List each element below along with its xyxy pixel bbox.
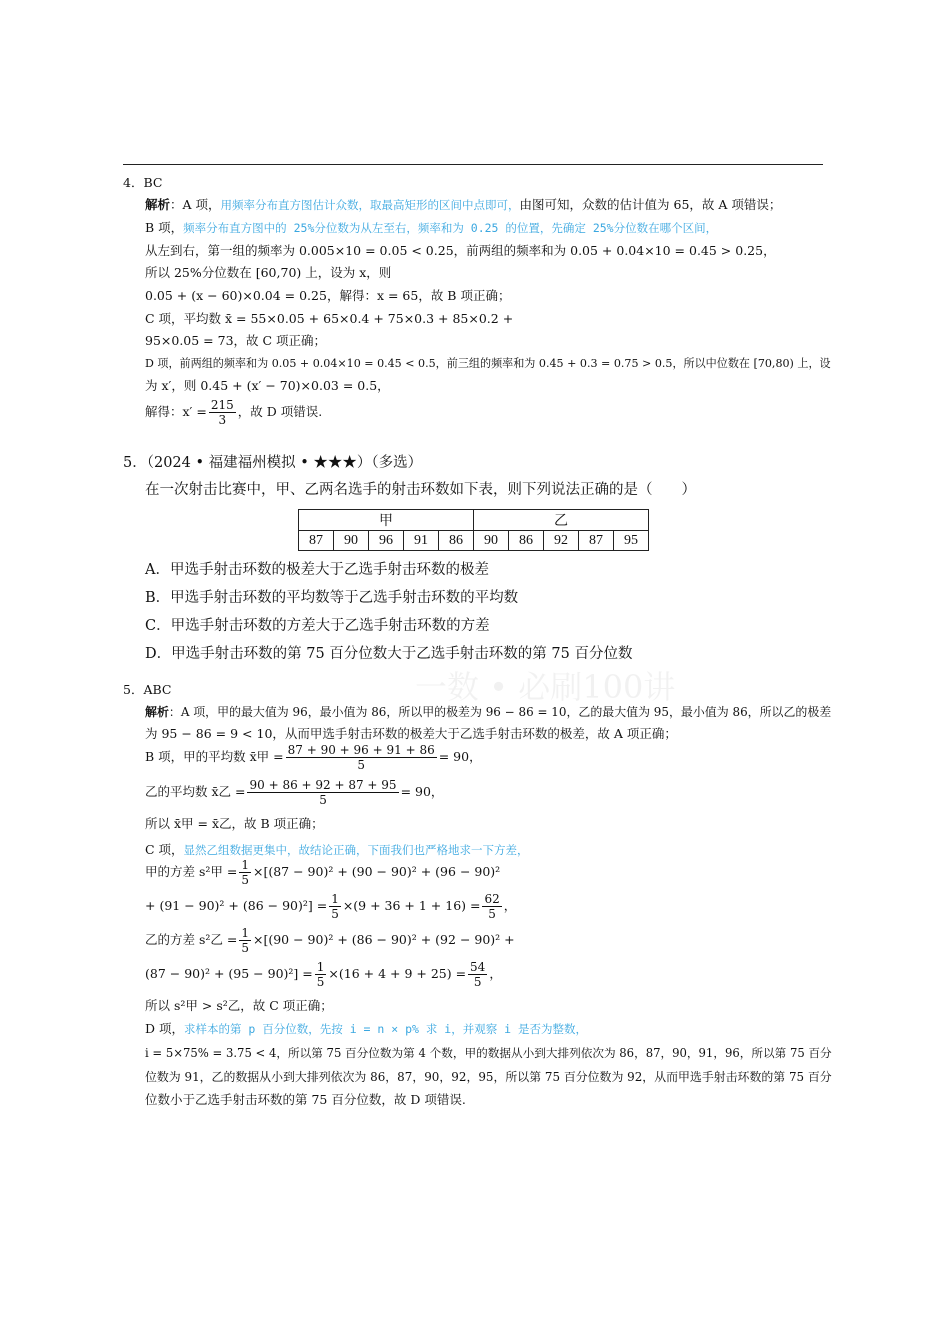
option-a: A．甲选手射击环数的极差大于乙选手射击环数的极差	[145, 562, 489, 578]
jia-cell: 91	[404, 531, 439, 551]
jia-cell: 96	[369, 531, 404, 551]
yi-cell: 90	[474, 531, 509, 551]
watermark: 一数 • 必刷100讲	[415, 668, 676, 706]
yi-cell: 92	[544, 531, 579, 551]
a5-jvar2-post: ，	[503, 898, 517, 913]
a5-jvar2-pre: + (91 − 90)² + (86 − 90)²] =	[145, 898, 328, 913]
table-header-row	[299, 510, 649, 531]
q4-line8: D 项，前两组的频率和为 0.05 + 0.04×10 = 0.45 < 0.5，前三组的频率和为 0.45 + 0.3 = 0.75 > 0.5，所以中位数在 [70,80) 上，设	[145, 357, 831, 370]
q5-title: 5．（2024 • 福建福州模拟 • ★★★）（多选）	[123, 455, 423, 471]
fraction	[239, 926, 251, 955]
a5-l1-text: ：A 项，甲的最大值为 96，最小值为 86，所以甲的极差为 96 − 86 = 10，乙的最大值为 95，最小值为 86，所以乙的极差	[168, 705, 832, 719]
q4-b-note: 频率分布直方图中的 25%分位数为从左至右，频率和为 0.25 的位置，先确定 25%分位数在哪个区间，	[183, 221, 718, 235]
fraction-denominator: 5	[241, 941, 249, 955]
option-d: D．甲选手射击环数的第 75 百分位数大于乙选手射击环数的第 75 百分位数	[145, 646, 633, 662]
score-table	[298, 509, 649, 551]
fraction	[468, 960, 487, 989]
fraction-denominator: 5	[331, 907, 339, 921]
fraction-numerator: 1	[241, 858, 249, 872]
jia-cell: 86	[439, 531, 474, 551]
fraction	[482, 892, 501, 921]
q4-line10-post: ，故 D 项错误.	[237, 404, 323, 419]
yi-cell: 86	[509, 531, 544, 551]
q4-line-b	[145, 220, 717, 236]
a5-d-note: 求样本的第 p 百分位数，先按 i = n × p% 求 i，并观察 i 是否为整数，	[184, 1022, 587, 1036]
fraction	[315, 960, 327, 989]
fraction-denominator: 3	[218, 413, 227, 427]
fraction-numerator: 1	[331, 892, 339, 906]
fraction-denominator: 5	[473, 975, 482, 989]
q4-a-note: 用频率分布直方图估计众数，取最高矩形的区间中点即可，	[220, 198, 520, 212]
a5-jvar-pre: 甲的方差 s²甲 =	[145, 864, 238, 879]
a5-c-prefix: C 项，	[145, 842, 184, 857]
option-b: B．甲选手射击环数的平均数等于乙选手射击环数的平均数	[145, 590, 519, 606]
fraction-denominator: 5	[241, 873, 249, 887]
fraction-numerator: 90 + 86 + 92 + 87 + 95	[249, 778, 397, 792]
a5-b-mean	[145, 743, 482, 772]
q5-stem: 在一次射击比赛中，甲、乙两名选手的射击环数如下表，则下列说法正确的是（ ）	[145, 482, 696, 498]
q4-a-prefix: ：A 项，	[170, 197, 221, 212]
q4-line6: C 项，平均数 x̄ = 55×0.05 + 65×0.4 + 75×0.3 + 85×0.2 +	[145, 311, 514, 326]
fraction	[209, 398, 236, 427]
jia-cell: 87	[299, 531, 334, 551]
table-row	[299, 531, 649, 551]
a5-yi-pre: 乙的平均数 x̄乙 =	[145, 784, 246, 799]
header-rule	[123, 164, 823, 165]
q4-line4: 所以 25%分位数在 [60,70) 上，设为 x，则	[145, 265, 392, 280]
a5-yvar-post: ×[(90 − 90)² + (86 − 90)² + (92 − 90)² +	[253, 932, 515, 947]
a5-line2: 为 95 − 86 = 9 < 10，从而甲选手射击环数的极差大于乙选手射击环数的极差，故 A 项正确；	[145, 726, 677, 741]
q4-line10	[145, 398, 322, 427]
a5-yvar2-mid: ×(16 + 4 + 9 + 25) =	[328, 966, 467, 981]
fraction-numerator: 1	[316, 960, 325, 974]
q4-line-a	[145, 197, 781, 213]
a5-d3: 位数小于乙选手射击环数的第 75 百分位数，故 D 项错误.	[145, 1092, 466, 1107]
q4-line9: 为 x′，则 0.45 + (x′ − 70)×0.03 = 0.5，	[145, 378, 390, 393]
yi-cell: 95	[614, 531, 649, 551]
a5-jvar-post: ×[(87 − 90)² + (90 − 90)² + (96 − 90)²	[253, 864, 501, 879]
q4-b-prefix: B 项，	[145, 220, 184, 235]
header-yi: 乙	[474, 510, 649, 531]
q4-line5: 0.05 + (x − 60)×0.04 = 0.25，解得：x = 65，故 B 项正确；	[145, 288, 511, 303]
yi-cell: 87	[579, 531, 614, 551]
a5-yi-post: = 90，	[400, 784, 444, 799]
a5-yi-mean	[145, 778, 443, 807]
a5-d2: 位数为 91，乙的数据从小到大排列依次为 86，87，90，92，95，所以第 75 百分位数为 92，从而甲选手射击环数的第 75 百分	[145, 1070, 832, 1084]
jiexi-label: 解析	[145, 197, 171, 212]
fraction-numerator: 87 + 90 + 96 + 91 + 86	[287, 743, 435, 757]
q4-a-suffix: 由图可知，众数的估计值为 65，故 A 项错误；	[519, 197, 782, 212]
fraction-numerator: 54	[470, 960, 486, 974]
jiexi-label: 解析	[145, 705, 169, 719]
fraction	[286, 743, 437, 772]
a5-line1	[145, 704, 831, 720]
fraction	[329, 892, 341, 921]
fraction-denominator: 5	[319, 793, 327, 807]
a5-c-note: 显然乙组数据更集中，故结论正确，下面我们也严格地求一下方差，	[183, 843, 529, 857]
option-c: C．甲选手射击环数的方差大于乙选手射击环数的方差	[145, 618, 490, 634]
q4-line10-pre: 解得：x′ =	[145, 404, 207, 419]
a5-d-line	[145, 1021, 587, 1037]
a5-yi-var2	[145, 960, 502, 989]
fraction-denominator: 5	[357, 758, 365, 772]
a5-yi-var	[145, 926, 515, 955]
fraction-numerator: 215	[210, 398, 234, 412]
fraction-denominator: 5	[488, 907, 496, 921]
fraction-numerator: 62	[484, 892, 500, 906]
a5-c-line	[145, 842, 529, 858]
a5-answer-head: 5．ABC	[123, 682, 172, 697]
fraction-numerator: 1	[241, 926, 249, 940]
header-jia: 甲	[299, 510, 474, 531]
fraction	[247, 778, 398, 807]
jia-cell: 90	[334, 531, 369, 551]
a5-b-pre: B 项，甲的平均数 x̄甲 =	[145, 749, 284, 764]
q4-answer-head: 4．BC	[123, 175, 163, 190]
a5-d-prefix: D 项，	[145, 1021, 184, 1036]
a5-jia-var	[145, 858, 500, 887]
fraction-denominator: 5	[316, 975, 325, 989]
q4-line3: 从左到右，第一组的频率为 0.005×10 = 0.05 < 0.25，前两组的频率和为 0.05 + 0.04×10 = 0.45 > 0.25，	[145, 243, 776, 258]
a5-so-b: 所以 x̄甲 = x̄乙，故 B 项正确；	[145, 816, 324, 831]
a5-yvar-pre: 乙的方差 s²乙 =	[145, 932, 238, 947]
a5-d1: i = 5×75% = 3.75 < 4，所以第 75 百分位数为第 4 个数，甲的数据从小到大排列依次为 86，87，90，91，96，所以第 75 百分	[145, 1046, 832, 1060]
a5-so-c: 所以 s²甲 > s²乙，故 C 项正确；	[145, 998, 333, 1013]
fraction	[239, 858, 251, 887]
a5-jia-var2	[145, 892, 516, 921]
a5-jvar2-mid: ×(9 + 36 + 1 + 16) =	[342, 898, 481, 913]
a5-yvar2-pre: (87 − 90)² + (95 − 90)²] =	[145, 966, 313, 981]
a5-b-post: = 90，	[438, 749, 482, 764]
a5-yvar2-post: ，	[489, 966, 502, 981]
q4-line7: 95×0.05 = 73，故 C 项正确；	[145, 333, 327, 348]
